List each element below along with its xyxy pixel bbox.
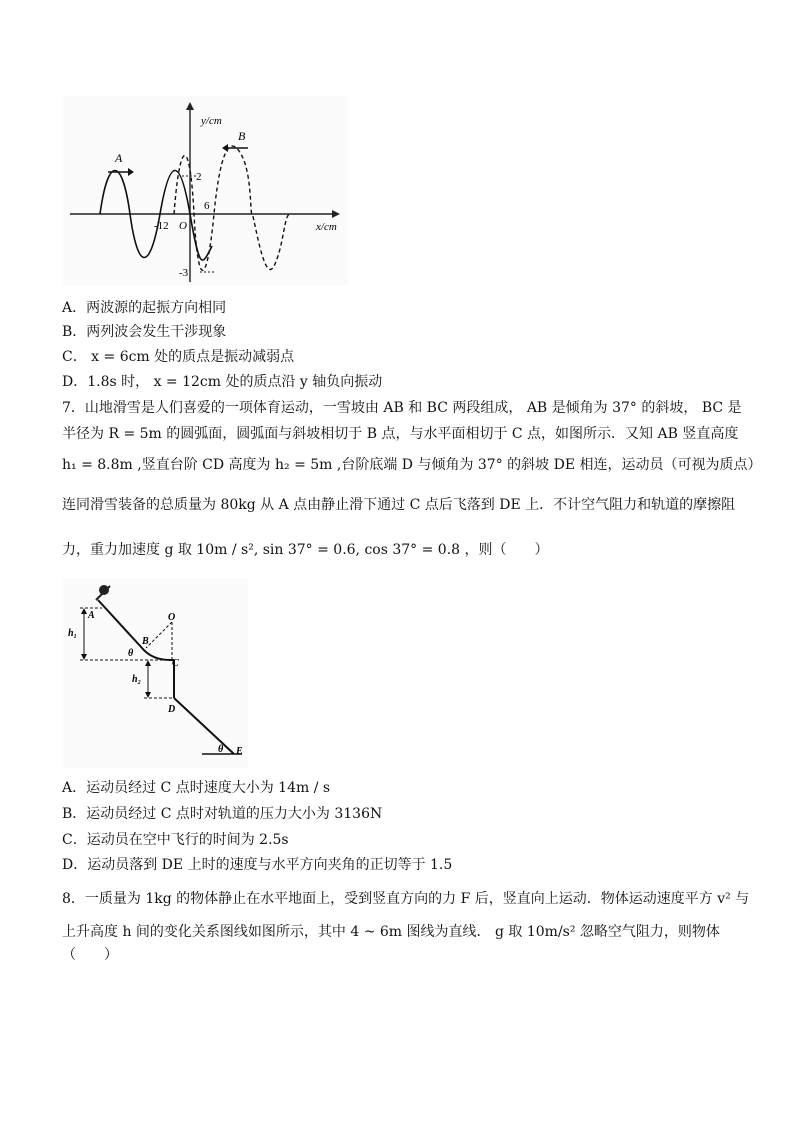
ski-label-h1: h₁	[68, 628, 78, 639]
wave-label-b: B	[238, 129, 246, 143]
tick-2: 2	[196, 171, 202, 183]
q6-option-c: C． x = 6cm 处的质点是振动减弱点	[62, 349, 295, 365]
q7-stem-line-5: 力，重力加速度 g 取 10m / s², sin 37° = 0.6, cos 37° = 0.8 ，则（ ）	[62, 542, 549, 558]
q7-stem-line-4: 连同滑雪装备的总质量为 80kg 从 A 点由静止滑下通过 C 点后飞落到 DE 上．不计空气阻力和轨道的摩擦阻	[62, 497, 736, 513]
ski-label-e: E	[236, 746, 243, 757]
ski-label-theta-2: θ	[218, 744, 224, 755]
q8-stem-line-2: 上升高度 h 间的变化关系图线如图所示，其中 4 ~ 6m 图线为直线． g 取 10m/s² 忽略空气阻力，则物体	[62, 924, 720, 940]
ski-slope-figure	[62, 578, 248, 768]
q8-stem-line-3: （ ）	[62, 947, 118, 963]
q6-option-a: A．两波源的起振方向相同	[62, 300, 227, 316]
y-axis-label: y/cm	[201, 115, 222, 127]
x-axis-label: x/cm	[316, 221, 337, 233]
q7-stem-line-2: 半径为 R = 5m 的圆弧面，圆弧面与斜坡相切于 B 点，与水平面相切于 C 点，如图所示．又知 AB 竖直高度	[62, 426, 739, 442]
ski-label-h2: h₂	[132, 674, 142, 685]
q7-stem-line-3: h₁ = 8.8m ,竖直台阶 CD 高度为 h₂ = 5m ,台阶底端 D 与倾角为 37° 的斜坡 DE 相连，运动员（可视为质点）	[62, 457, 762, 473]
tick-6: 6	[204, 200, 210, 212]
q7-stem-line-1: 7．山地滑雪是人们喜爱的一项体育运动，一雪坡由 AB 和 BC 两段组成， AB 是倾角为 37° 的斜坡， BC 是	[62, 400, 742, 416]
q7-option-d: D．运动员落到 DE 上时的速度与水平方向夹角的正切等于 1.5	[62, 857, 453, 873]
wave-label-a: A	[115, 151, 123, 165]
q7-option-b: B．运动员经过 C 点时对轨道的压力大小为 3136N	[62, 806, 383, 822]
q6-option-d: D．1.8s 时， x = 12cm 处的质点沿 y 轴负向振动	[62, 374, 383, 390]
ski-label-a: A	[88, 610, 95, 621]
ski-label-d: D	[168, 704, 176, 715]
ski-label-c: C	[172, 658, 179, 669]
tick-neg12: -12	[154, 220, 169, 232]
ski-slope-diagram	[62, 578, 248, 768]
ski-label-b: B	[142, 636, 149, 647]
wave-figure	[62, 96, 348, 286]
origin-label: O	[179, 220, 187, 232]
tick-neg3: -3	[179, 267, 189, 279]
ski-label-o: O	[168, 612, 176, 623]
q6-option-b: B．两列波会发生干涉现象	[62, 324, 227, 340]
q7-option-c: C．运动员在空中飞行的时间为 2.5s	[62, 832, 289, 848]
ski-label-theta-1: θ	[128, 648, 134, 659]
q7-option-a: A．运动员经过 C 点时速度大小为 14m / s	[62, 780, 331, 796]
q8-stem-line-1: 8．一质量为 1kg 的物体静止在水平地面上，受到竖直方向的力 F 后，竖直向上运动．物体运动速度平方 v² 与	[62, 891, 750, 907]
wave-diagram	[62, 96, 348, 286]
